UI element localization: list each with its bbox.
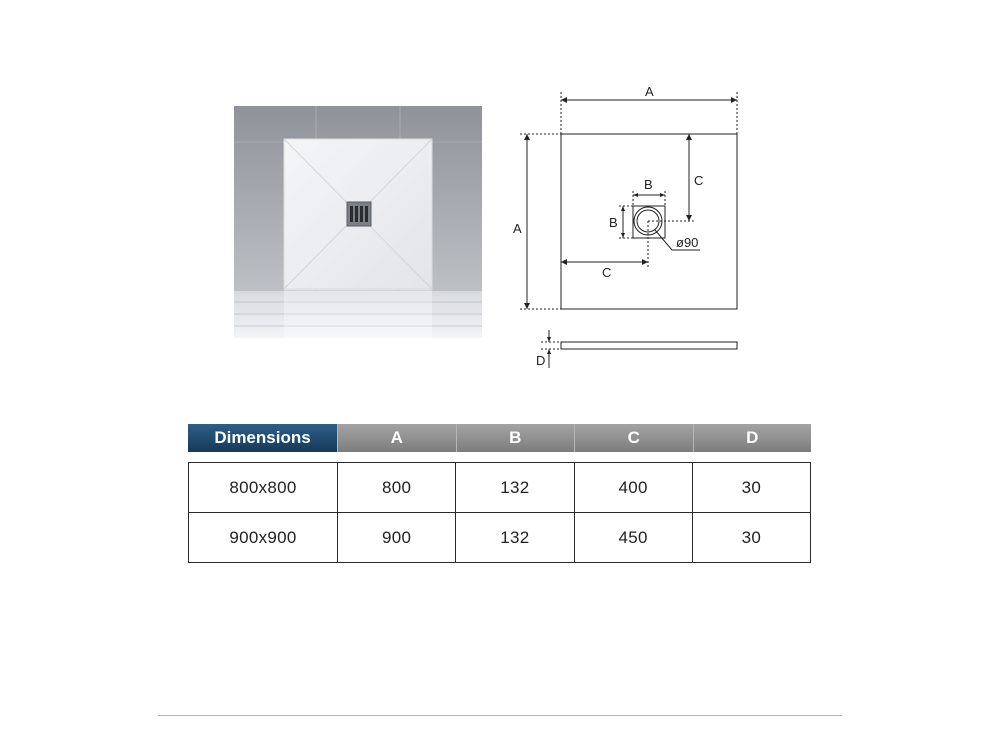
dim-b-horizontal-label: B — [644, 177, 653, 192]
dim-b-vertical-label: B — [609, 215, 618, 230]
column-header-c: C — [574, 424, 693, 452]
value-c-cell: 450 — [574, 513, 692, 563]
tray-side-view — [561, 342, 737, 349]
product-photo — [234, 106, 482, 338]
value-c-cell: 400 — [574, 463, 692, 513]
dim-a-top-label: A — [645, 84, 654, 99]
table-row — [189, 463, 811, 513]
size-cell: 800x800 — [189, 463, 338, 513]
divider — [158, 715, 842, 716]
value-b-cell: 132 — [456, 463, 574, 513]
dim-a-left-label: A — [513, 221, 522, 236]
dim-c-vertical-label: C — [694, 173, 704, 188]
technical-drawing — [500, 80, 780, 380]
drain-diameter-label: ø90 — [676, 235, 699, 250]
size-cell: 900x900 — [189, 513, 338, 563]
table-row — [189, 513, 811, 563]
value-a-cell: 900 — [338, 513, 456, 563]
value-a-cell: 800 — [338, 463, 456, 513]
column-header-a: A — [337, 424, 456, 452]
value-d-cell: 30 — [692, 513, 810, 563]
dimensions-header — [188, 424, 811, 452]
dimensions-title: Dimensions — [188, 424, 337, 452]
column-header-b: B — [456, 424, 575, 452]
column-header-d: D — [693, 424, 812, 452]
value-b-cell: 132 — [456, 513, 574, 563]
dim-d-label: D — [536, 353, 546, 368]
value-d-cell: 30 — [692, 463, 810, 513]
dimensions-table — [188, 462, 811, 563]
dim-c-horizontal-label: C — [602, 265, 612, 280]
